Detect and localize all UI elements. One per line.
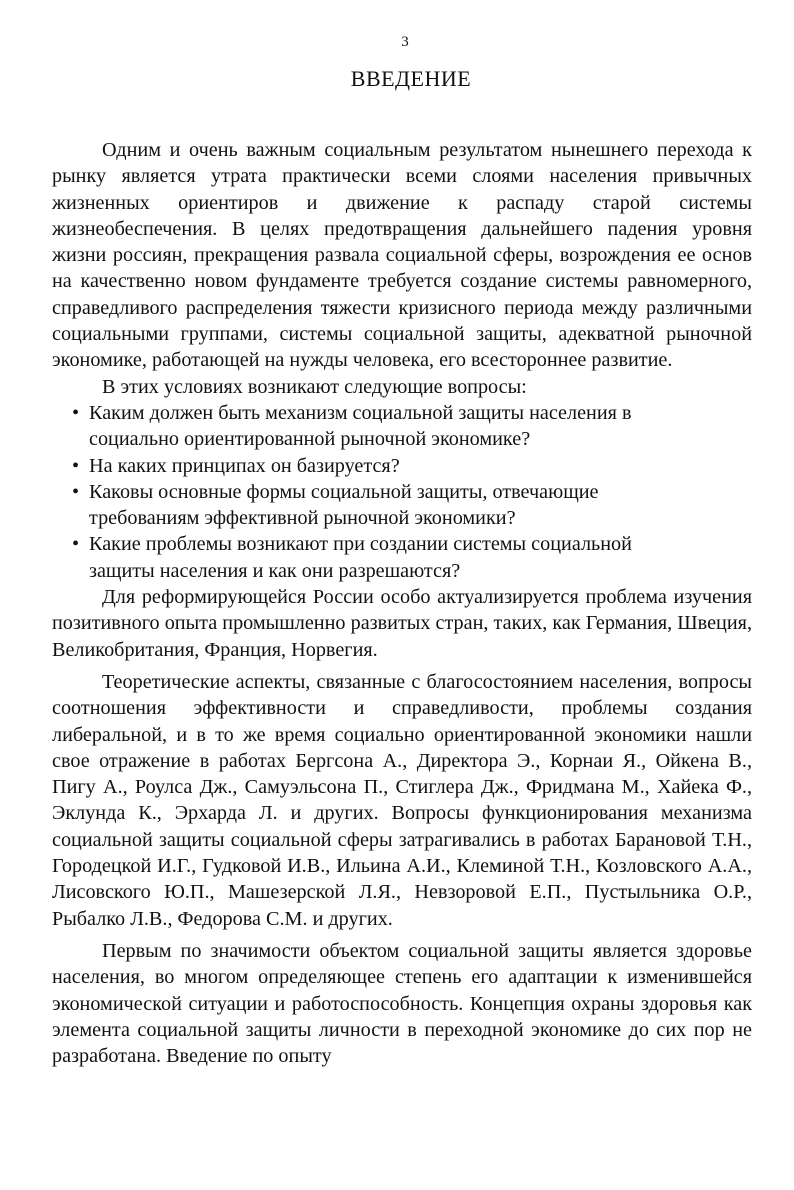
question-item	[52, 531, 689, 584]
question-text: Каким должен быть механизм социальной защиты населения в социально ориентированной рыночной экономике?	[89, 401, 632, 451]
questions-list	[52, 400, 752, 584]
foreign-experience-paragraph: Для реформирующейся России особо актуализируется проблема изучения позитивного опыта промышленно развитых стран, таких, как Германия, Швеция, Великобритания, Франция, Норвегия.	[52, 586, 752, 661]
question-text: На каких принципах он базируется?	[89, 454, 400, 477]
question-text: Какие проблемы возникают при создании системы социальной защиты населения и как они разрешаются?	[89, 533, 632, 582]
bullet-marker: •	[72, 401, 80, 424]
question-text: Каковы основные формы социальной защиты, отвечающие требованиям эффективной рыночной экономики?	[89, 480, 599, 530]
health-paragraph: Первым по значимости объектом социальной защиты является здоровье населения, во многом определяющее степень его адаптации к изменившейся экономической ситуации и работоспособность. Концепция охраны здоровья как элемента социальной защиты личности в переходной экономике до сих пор не разработана. Введение по опыту	[52, 939, 752, 1068]
questions-lead-paragraph: В этих условиях возникают следующие вопросы:	[102, 375, 527, 398]
literature-review-paragraph: Теоретические аспекты, связанные с благосостоянием населения, вопросы соотношения эффективности и справедливости, проблемы создания либеральной, и в то же время социально ориентированной экономики нашли свое отражение в работах Бергсона А., Директора Э., Корнаи Я., Ойкена В., Пигу А., Роулса Дж., Самуэльсона П., Стиглера Дж., Фридмана М., Хайека Ф., Эклунда К., Эрхарда Л. и других. Вопросы функционирования механизма социальной защиты социальной сферы затрагивались в работах Барановой Т.Н., Городецкой И.Г., Гудковой И.В., Ильина А.И., Клеминой Т.Н., Козловского А.А., Лисовского Ю.П., Машезерской Л.Я., Невзоровой Е.П., Пустыльника О.Р., Рыбалко Л.В., Федорова С.М. и других.	[52, 670, 752, 930]
bullet-marker: •	[72, 480, 80, 503]
question-item	[52, 400, 689, 453]
intro-paragraph: Одним и очень важным социальным результатом нынешнего перехода к рынку является утрата практически всеми слоями населения привычных жизненных ориентиров и движение к распаду старой системы жизнеобеспечения. В целях предотвращения дальнейшего падения уровня жизни россиян, прекращения развала социальной сферы, возрождения ее основ на качественно новом фундаменте требуется создание системы равномерного, справедливого распределения тяжести кризисного периода между различными социальными группами, системы социальной защиты, адекватной рыночной экономике, работающей на нужды человека, его всестороннее развитие.	[52, 139, 752, 372]
question-item	[52, 479, 689, 532]
bullet-marker: •	[72, 454, 80, 477]
page-number: 3	[401, 34, 409, 50]
question-item	[52, 453, 689, 479]
bullet-marker: •	[72, 533, 80, 556]
document-body	[52, 137, 752, 1069]
page-title: ВВЕДЕНИЕ	[350, 66, 472, 91]
